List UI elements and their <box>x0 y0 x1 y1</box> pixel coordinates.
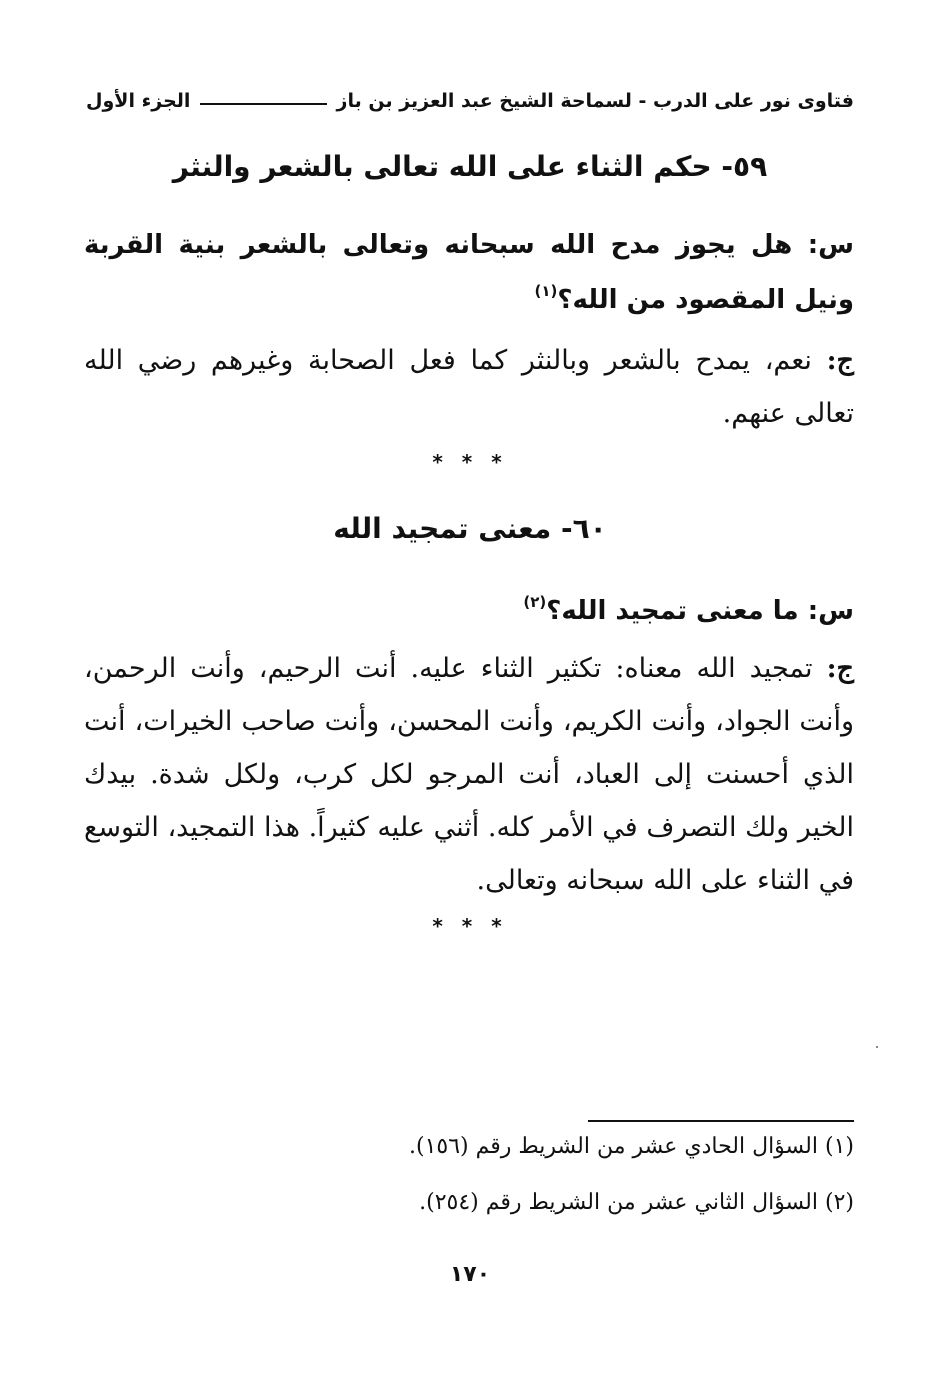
scan-speck <box>876 1046 878 1048</box>
volume-label: الجزء الأول <box>86 90 191 112</box>
question-text: ما معنى تمجيد الله؟ <box>546 596 799 626</box>
section-separator: * * * <box>432 450 508 474</box>
footnote-ref-2: (٢) <box>523 593 547 611</box>
question-59 <box>84 218 854 328</box>
question-label: س: <box>807 596 854 626</box>
book-title: فتاوى نور على الدرب - لسماحة الشيخ عبد العزيز بن باز <box>336 90 854 112</box>
footnote-rule <box>588 1120 854 1122</box>
answer-text: تمجيد الله معناه: تكثير الثناء عليه. أنت الرحيم، وأنت الرحمن، وأنت الجواد، وأنت الكريم، وأنت المحسن، وأنت صاحب الخيرات، أنت الذي أحسنت إلى العباد، أنت المرجو لكل كرب، ولكل شدة. بيدك الخير ولك التصرف في الأمر كله. أثني عليه كثيراً. هذا التمجيد، التوسع في الثناء على الله سبحانه وتعالى. <box>84 653 854 896</box>
header-rule <box>200 103 326 105</box>
section-heading-59: ٥٩- حكم الثناء على الله تعالى بالشعر والنثر <box>172 150 768 183</box>
page-number: ١٧٠ <box>449 1262 491 1287</box>
answer-label: ج: <box>826 345 854 376</box>
answer-label: ج: <box>826 653 854 684</box>
question-label: س: <box>807 230 854 260</box>
footnote-2: (٢) السؤال الثاني عشر من الشريط رقم (٢٥٤). <box>419 1190 854 1215</box>
section-heading-60: ٦٠- معنى تمجيد الله <box>333 512 607 545</box>
question-text: هل يجوز مدح الله سبحانه وتعالى بالشعر بنية القربة ونيل المقصود من الله؟ <box>84 230 854 315</box>
answer-59 <box>84 334 854 440</box>
question-60 <box>84 585 854 638</box>
running-header <box>86 84 854 118</box>
footnote-1: (١) السؤال الحادي عشر من الشريط رقم (١٥٦). <box>408 1134 854 1159</box>
answer-60 <box>84 642 854 907</box>
footnote-ref-1: (١) <box>534 282 558 300</box>
answer-text: نعم، يمدح بالشعر وبالنثر كما فعل الصحابة وغيرهم رضي الله تعالى عنهم. <box>84 345 854 429</box>
section-separator: * * * <box>432 914 508 938</box>
